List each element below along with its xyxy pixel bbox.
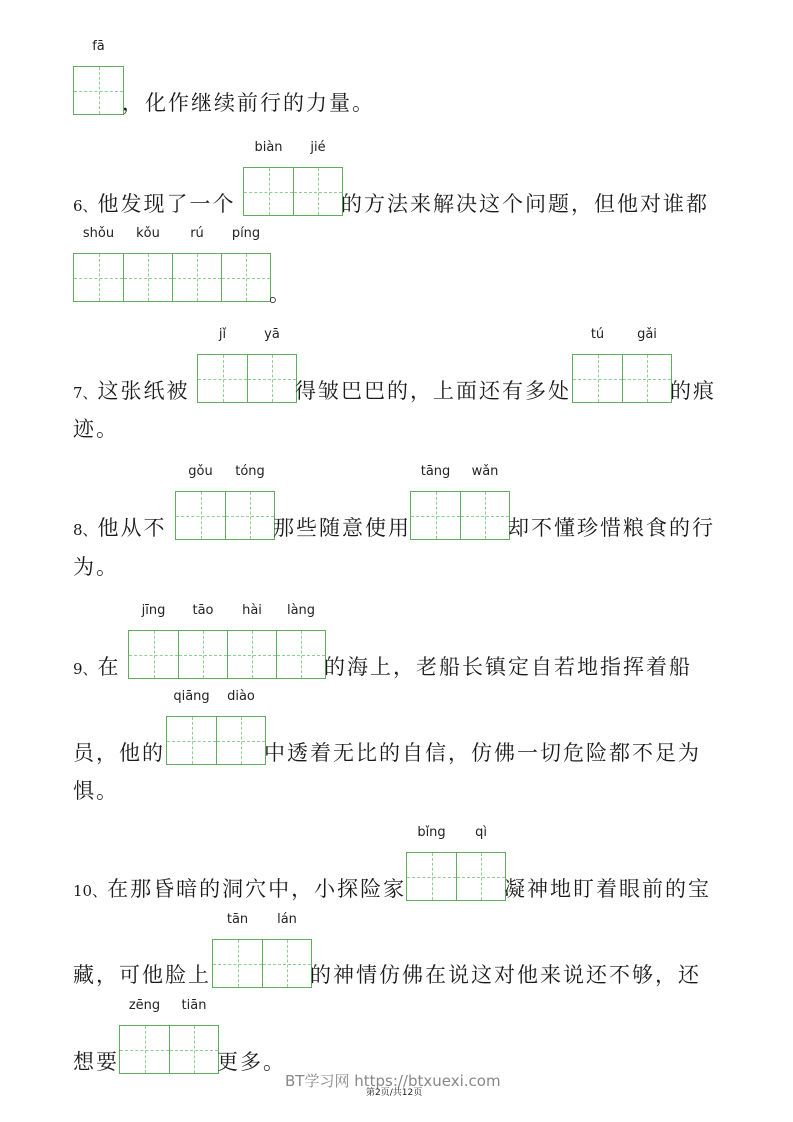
sentence-text: 却不懂珍惜粮食的行 xyxy=(508,516,715,540)
pinyin: diào xyxy=(227,689,255,704)
grid-cell[interactable] xyxy=(227,603,276,678)
question-number: 10、 xyxy=(73,882,108,900)
pinyin: shǒu xyxy=(82,226,115,241)
sentence-text: 在那昏暗的洞穴中，小探险家 xyxy=(107,877,407,901)
pinyin: biàn xyxy=(254,140,283,155)
grid-cell[interactable] xyxy=(123,226,172,301)
sentence-text: 的痕 xyxy=(670,379,716,403)
grid-cell[interactable] xyxy=(262,912,311,987)
answer-grid[interactable] xyxy=(572,327,672,403)
answer-grid[interactable] xyxy=(128,603,326,679)
grid-cell[interactable] xyxy=(247,327,296,402)
sentence-text: 为。 xyxy=(73,555,119,579)
answer-grid[interactable] xyxy=(197,327,297,403)
question-8-text xyxy=(73,515,167,543)
answer-grid[interactable] xyxy=(212,912,312,988)
grid-cell[interactable] xyxy=(74,39,123,114)
pinyin: zēng xyxy=(128,998,161,1013)
grid-cell[interactable] xyxy=(167,689,216,764)
pinyin: jǐ xyxy=(218,327,227,342)
grid-cell[interactable] xyxy=(176,464,225,539)
sentence-text: 更多。 xyxy=(217,1050,286,1074)
pinyin: jīng xyxy=(141,603,166,618)
answer-grid[interactable] xyxy=(175,464,275,540)
answer-grid[interactable] xyxy=(243,140,343,216)
pinyin: tiān xyxy=(181,998,207,1013)
sentence-text: 在 xyxy=(97,655,121,679)
sentence-text: 他发现了一个 xyxy=(97,192,236,216)
answer-grid[interactable] xyxy=(119,998,219,1074)
grid-cell[interactable] xyxy=(129,603,178,678)
page-footer: 第2页/共12页 xyxy=(366,1088,423,1098)
pinyin: qiāng xyxy=(173,689,210,704)
sentence-text: 这张纸被 xyxy=(97,379,190,403)
pinyin: píng xyxy=(231,226,261,241)
grid-cell[interactable] xyxy=(213,912,262,987)
sentence-text: 的神情仿佛在说这对他来说还不够，还 xyxy=(310,963,701,987)
pinyin: qì xyxy=(475,825,487,840)
grid-cell[interactable] xyxy=(573,327,622,402)
sentence-text: 惧。 xyxy=(73,779,119,803)
question-7-text xyxy=(73,378,190,406)
answer-grid[interactable] xyxy=(410,464,510,540)
grid-cell[interactable] xyxy=(407,825,456,900)
sentence-text: 得皱巴巴的，上面还有多处 xyxy=(295,379,571,403)
pinyin: tāo xyxy=(192,603,214,618)
sentence-text: 迹。 xyxy=(73,417,119,441)
grid-cell[interactable] xyxy=(456,825,505,900)
sentence-text: ，化作继续前行的力量。 xyxy=(122,91,375,115)
watermark: BT学习网 https://btxuexi.com xyxy=(285,1072,501,1090)
sentence-text: 中透着无比的自信，仿佛一切危险都不足为 xyxy=(264,741,701,765)
question-6-text xyxy=(73,191,236,219)
question-number: 8、 xyxy=(73,521,98,539)
grid-cell[interactable] xyxy=(198,327,247,402)
pinyin: tān xyxy=(226,912,249,927)
pinyin: jié xyxy=(310,140,326,155)
sentence-text: 的海上，老船长镇定自若地指挥着船 xyxy=(324,655,692,679)
question-number: 7、 xyxy=(73,384,98,402)
pinyin: lán xyxy=(277,912,297,927)
question-number: 9、 xyxy=(73,660,98,678)
answer-grid[interactable] xyxy=(166,689,266,765)
sentence-text: 他从不 xyxy=(97,516,167,540)
sentence-text: 凝神地盯着眼前的宝 xyxy=(504,877,711,901)
pinyin: yā xyxy=(264,327,280,342)
question-9-text xyxy=(73,654,121,682)
sentence-text: 那些随意使用 xyxy=(273,516,411,540)
grid-cell[interactable] xyxy=(411,464,460,539)
pinyin: bǐng xyxy=(417,825,446,840)
grid-cell[interactable] xyxy=(178,603,227,678)
grid-cell[interactable] xyxy=(293,140,342,215)
question-number: 6、 xyxy=(73,197,98,215)
pinyin: tāng xyxy=(420,464,451,479)
grid-cell[interactable] xyxy=(460,464,509,539)
pinyin: fā xyxy=(92,39,105,54)
grid-cell[interactable] xyxy=(244,140,293,215)
pinyin: hài xyxy=(242,603,262,618)
sentence-text: 员，他的 xyxy=(73,741,165,765)
answer-grid[interactable] xyxy=(73,226,271,302)
sentence-text: 。 xyxy=(269,282,292,306)
pinyin: gǒu xyxy=(188,464,213,479)
grid-cell[interactable] xyxy=(216,689,265,764)
pinyin: tú xyxy=(590,327,605,342)
pinyin: gǎi xyxy=(637,327,657,342)
pinyin: làng xyxy=(286,603,316,618)
grid-cell[interactable] xyxy=(225,464,274,539)
question-10-text xyxy=(73,876,406,904)
pinyin: kǒu xyxy=(136,226,160,241)
grid-cell[interactable] xyxy=(169,998,218,1073)
sentence-text: 藏，可他脸上 xyxy=(73,963,211,987)
grid-cell[interactable] xyxy=(74,226,123,301)
sentence-text: 想要 xyxy=(73,1050,119,1074)
pinyin: tóng xyxy=(235,464,265,479)
grid-cell[interactable] xyxy=(221,226,270,301)
sentence-text: 的方法来解决这个问题，但他对谁都 xyxy=(341,192,709,216)
answer-grid[interactable] xyxy=(73,39,124,115)
pinyin: wǎn xyxy=(471,464,499,479)
pinyin: rú xyxy=(190,226,204,241)
grid-cell[interactable] xyxy=(172,226,221,301)
grid-cell[interactable] xyxy=(120,998,169,1073)
answer-grid[interactable] xyxy=(406,825,506,901)
grid-cell[interactable] xyxy=(276,603,325,678)
grid-cell[interactable] xyxy=(622,327,671,402)
